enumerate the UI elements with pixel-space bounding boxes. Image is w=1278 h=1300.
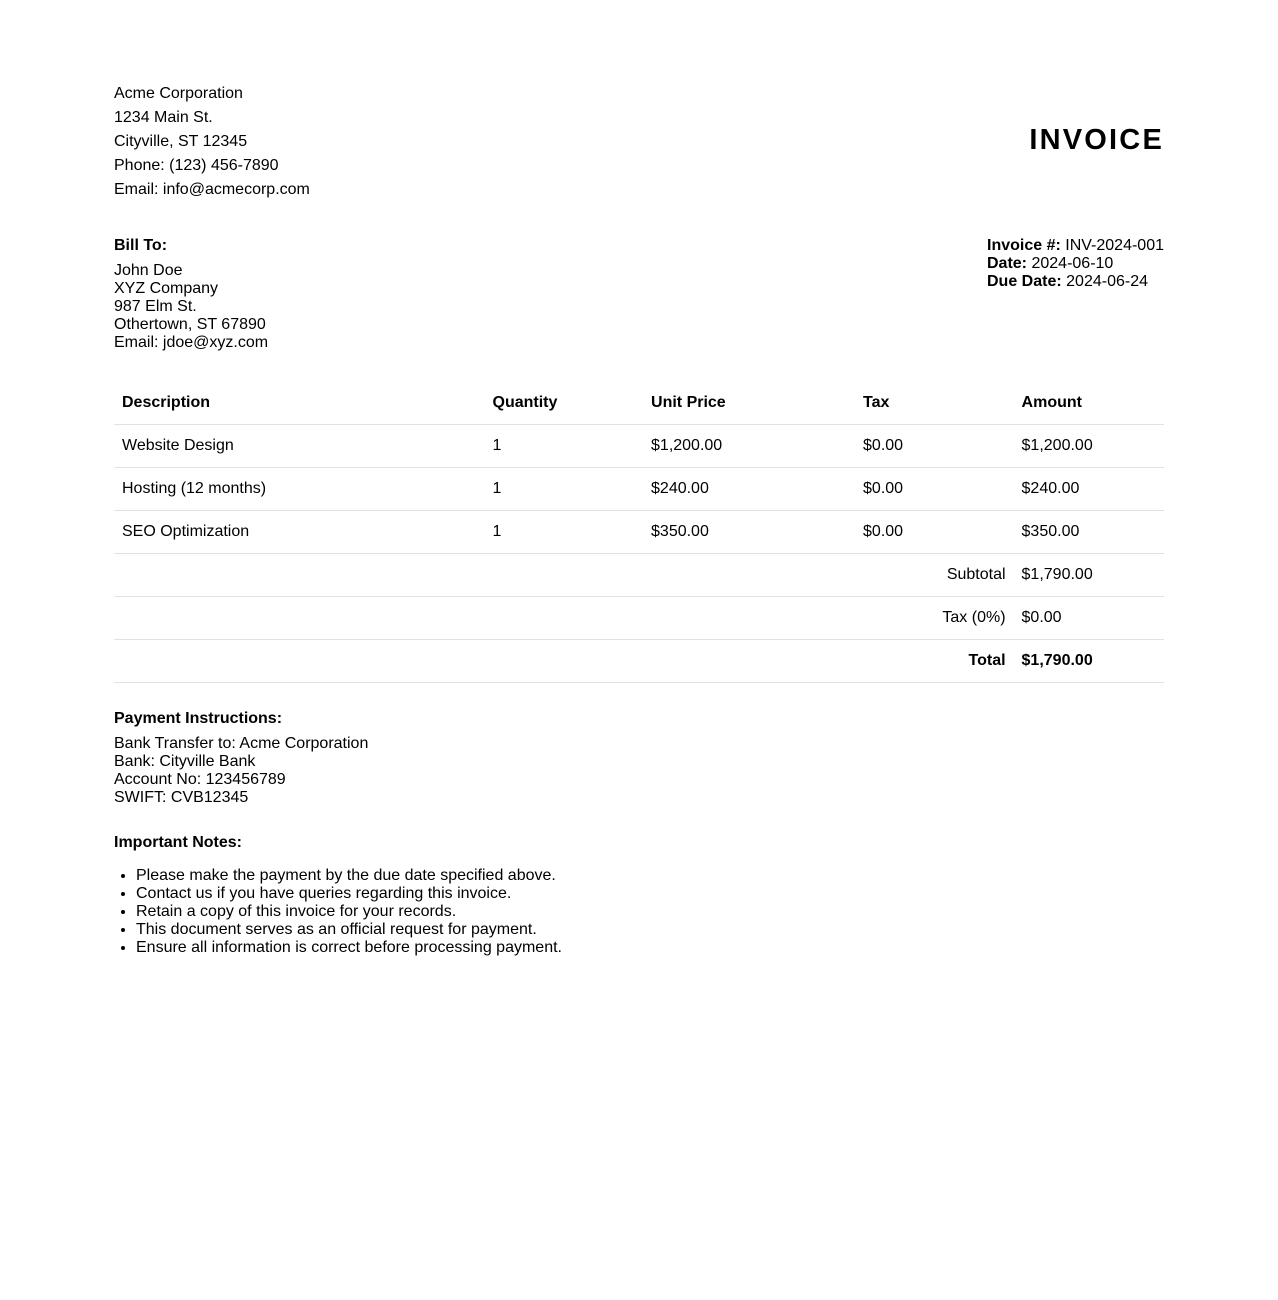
row-unit-price: $350.00 [643,511,855,554]
company-email: Email: info@acmecorp.com [114,181,310,198]
subtotal-label: Subtotal [114,554,1014,597]
client-address-line-1: 987 Elm St. [114,298,197,315]
tax-row [114,597,1164,640]
payment-line: Bank: Cityville Bank [114,753,256,770]
total-row [114,640,1164,683]
invoice-number-value: INV-2024-001 [1065,237,1164,254]
invoice-date-label: Date: [987,255,1028,272]
header-amount: Amount [1014,382,1164,425]
row-quantity: 1 [485,511,644,554]
subtotal-value: $1,790.00 [1014,554,1164,597]
client-email: Email: jdoe@xyz.com [114,334,269,351]
row-quantity: 1 [485,468,644,511]
client-company: XYZ Company [114,280,219,297]
table-header-row [114,382,1164,425]
payment-title: Payment Instructions: [114,710,283,727]
notes-list [114,867,1164,957]
row-tax: $0.00 [855,425,1014,468]
company-address-line-1: 1234 Main St. [114,109,213,126]
payment-line: SWIFT: CVB12345 [114,789,249,806]
row-description: SEO Optimization [114,511,485,554]
list-item: • Please make the payment by the due date specified above. [136,867,1164,885]
line-items-table [114,382,1164,683]
payment-line: Bank Transfer to: Acme Corporation [114,735,369,752]
list-item: • Contact us if you have queries regarding this invoice. [136,885,1164,903]
list-item: • This document serves as an official request for payment. [136,921,1164,939]
company-address-line-2: Cityville, ST 12345 [114,133,248,150]
list-item: • Retain a copy of this invoice for your records. [136,903,1164,921]
due-date-value: 2024-06-24 [1066,273,1148,290]
notes-title: Important Notes: [114,834,242,851]
invoice-header [114,82,1164,202]
header-unit-price: Unit Price [643,382,855,425]
important-notes [114,833,1164,957]
list-item: • Ensure all information is correct before processing payment. [136,939,1164,957]
subtotal-row [114,554,1164,597]
row-amount: $1,200.00 [1014,425,1164,468]
row-description: Website Design [114,425,485,468]
row-quantity: 1 [485,425,644,468]
invoice-title: INVOICE [1029,124,1164,156]
payment-line: Account No: 123456789 [114,771,286,788]
due-date-line [987,273,1164,291]
company-info [114,82,310,202]
total-value: $1,790.00 [1014,640,1164,683]
table-row [114,468,1164,511]
bill-to-label: Bill To: [114,237,168,254]
invoice-page [114,82,1164,957]
tax-label: Tax (0%) [114,597,1014,640]
table-row [114,425,1164,468]
header-tax: Tax [855,382,1014,425]
company-phone: Phone: (123) 456-7890 [114,157,279,174]
row-description: Hosting (12 months) [114,468,485,511]
client-name: John Doe [114,262,183,279]
invoice-date-line [987,255,1164,273]
row-unit-price: $240.00 [643,468,855,511]
invoice-number-line [987,237,1164,255]
tax-value: $0.00 [1014,597,1164,640]
row-tax: $0.00 [855,468,1014,511]
row-amount: $240.00 [1014,468,1164,511]
header-description: Description [114,382,485,425]
payment-instructions [114,709,1164,807]
row-amount: $350.00 [1014,511,1164,554]
bill-to-section [114,236,268,352]
company-name: Acme Corporation [114,85,243,102]
table-row [114,511,1164,554]
billing-info-row [114,236,1164,352]
invoice-meta [987,236,1164,352]
total-label: Total [114,640,1014,683]
invoice-number-label: Invoice #: [987,237,1061,254]
due-date-label: Due Date: [987,273,1062,290]
header-quantity: Quantity [485,382,644,425]
row-unit-price: $1,200.00 [643,425,855,468]
client-address-line-2: Othertown, ST 67890 [114,316,266,333]
invoice-date-value: 2024-06-10 [1031,255,1114,272]
row-tax: $0.00 [855,511,1014,554]
